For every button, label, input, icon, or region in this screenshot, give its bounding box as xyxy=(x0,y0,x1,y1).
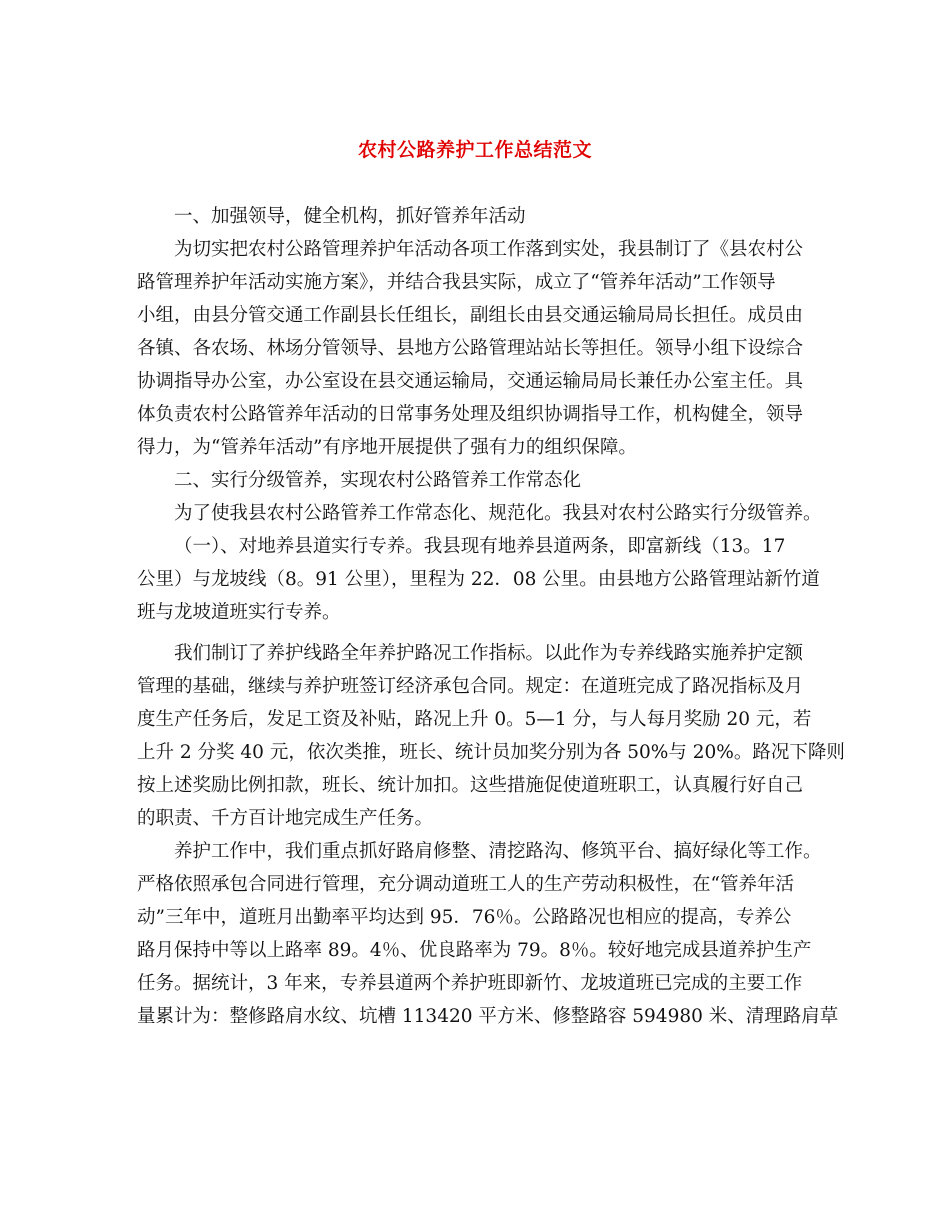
text-line: 班与龙坡道班实行专养。 xyxy=(137,602,341,623)
text-line: 路管理养护年活动实施方案》，并结合我县实际，成立了“管养年活动”工作领导 xyxy=(137,272,776,293)
text-line: 为了使我县农村公路管养工作常态化、规范化。我县对农村公路实行分级管养。 xyxy=(174,503,822,524)
text-line: 一、加强领导，健全机构，抓好管养年活动 xyxy=(174,206,526,227)
text-line: 为切实把农村公路管理养护年活动各项工作落到实处，我县制订了《县农村公 xyxy=(174,239,804,260)
text-line: 公里）与龙坡线（8。91 公里），里程为 22．08 公里。由县地方公路管理站新竹道 xyxy=(137,569,820,590)
text-line: 管理的基础，继续与养护班签订经济承包合同。规定：在道班完成了路况指标及月 xyxy=(137,676,804,697)
text-line: 路月保持中等以上路率 89。4％、优良路率为 79。8％。较好地完成县道养护生产 xyxy=(137,940,812,961)
text-line: 量累计为：整修路肩水纹、坑槽 113420 平方米、修整路容 594980 米、清理路肩草 xyxy=(137,1006,839,1027)
text-line: 动”三年中，道班月出勤率平均达到 95．76％。公路路况也相应的提高，专养公 xyxy=(137,907,792,928)
text-line: 小组，由县分管交通工作副县长任组长，副组长由县交通运输局局长担任。成员由 xyxy=(137,305,804,326)
text-line: 的职责、千方百计地完成生产任务。 xyxy=(137,808,434,829)
text-line: 按上述奖励比例扣款，班长、统计加扣。这些措施促使道班职工，认真履行好自己 xyxy=(137,775,804,796)
text-line: 得力，为“管养年活动”有序地开展提供了强有力的组织保障。 xyxy=(137,437,637,458)
document-title: 农村公路养护工作总结范文 xyxy=(357,139,592,161)
text-line: 我们制订了养护线路全年养护路况工作指标。以此作为专养线路实施养护定额 xyxy=(174,643,804,664)
text-line: 各镇、各农场、林场分管领导、县地方公路管理站站长等担任。领导小组下设综合 xyxy=(137,338,804,359)
text-line: （一）、对地养县道实行专养。我县现有地养县道两条，即富新线（13。17 xyxy=(174,536,786,557)
text-line: 任务。据统计，3 年来，专养县道两个养护班即新竹、龙坡道班已完成的主要工作 xyxy=(137,973,803,994)
text-line: 严格依照承包合同进行管理，充分调动道班工人的生产劳动积极性，在“管养年活 xyxy=(137,874,794,895)
text-line: 二、实行分级管养，实现农村公路管养工作常态化 xyxy=(174,470,582,491)
text-line: 协调指导办公室，办公室设在县交通运输局，交通运输局局长兼任办公室主任。具 xyxy=(137,371,804,392)
text-line: 度生产任务后，发足工资及补贴，路况上升 0。5—1 分，与人每月奖励 20 元，若 xyxy=(137,709,812,730)
document-body xyxy=(137,200,845,1033)
text-line: 体负责农村公路管养年活动的日常事务处理及组织协调指导工作，机构健全，领导 xyxy=(137,404,804,425)
text-line: 上升 2 分奖 40 元，依次类推，班长、统计员加奖分别为各 50%与 20%。路况下降则 xyxy=(137,742,845,763)
text-line: 养护工作中，我们重点抓好路肩修整、清挖路沟、修筑平台、搞好绿化等工作。 xyxy=(174,841,822,862)
